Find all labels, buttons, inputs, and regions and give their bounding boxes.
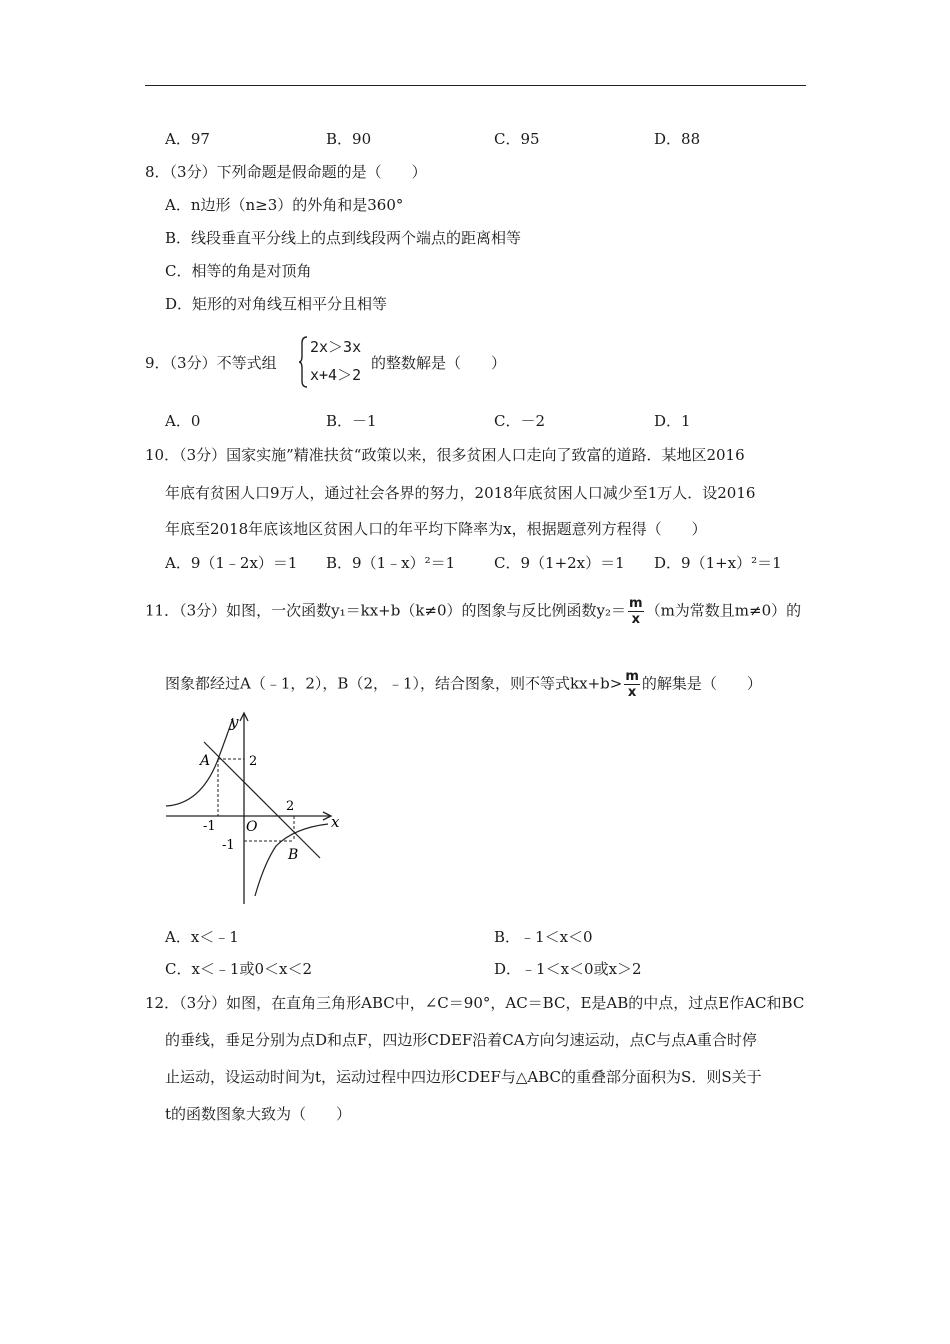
q11-option-a[interactable]: A．x＜﹣1 [165, 928, 239, 946]
brace-icon [298, 336, 308, 388]
q10-line-2: 年底有贫困人口9万人，通过社会各界的努力，2018年底贫困人口减少至1万人．设2016 [165, 484, 756, 502]
origin-label: O [246, 819, 258, 835]
tick-x-2: 2 [286, 799, 295, 814]
q9-option-a[interactable]: A．0 [165, 412, 201, 430]
fraction-m-over-x-2 [624, 669, 640, 700]
q11-line-2 [165, 669, 762, 700]
q9-stem-post: 的整数解是（ ） [371, 354, 507, 372]
fraction-numerator-2: m [625, 669, 639, 684]
tick-y-minus-1: -1 [222, 838, 235, 853]
q11-option-d[interactable]: D．﹣1＜x＜0或x＞2 [494, 960, 642, 978]
inequality-line-1: 2x＞3x [310, 338, 362, 356]
q10-option-d[interactable]: D．9（1+x）²＝1 [654, 554, 782, 572]
q12-line-3: 止运动，设运动时间为t，运动过程中四边形CDEF与△ABC的重叠部分面积为S．则S关于 [165, 1068, 762, 1086]
q10-line-1: 10．（3分）国家实施”精准扶贫“政策以来，很多贫困人口走向了致富的道路．某地区2016 [145, 446, 745, 464]
q8-option-b[interactable]: B．线段垂直平分线上的点到线段两个端点的距离相等 [165, 229, 522, 247]
q9-option-d[interactable]: D．1 [654, 412, 691, 430]
q10-option-c[interactable]: C．9（1+2x）＝1 [494, 554, 625, 572]
q9-stem-pre: 9．（3分）不等式组 [145, 354, 277, 372]
q11-line-2-pre: 图象都经过A（﹣1，2），B（2，﹣1），结合图象，则不等式kx+b> [165, 674, 623, 693]
q7-option-d[interactable]: D．88 [654, 130, 701, 148]
q10-option-b[interactable]: B．9（1﹣x）²＝1 [326, 554, 456, 572]
q12-line-1: 12．（3分）如图，在直角三角形ABC中，∠C＝90°，AC＝BC，E是AB的中点，过点E作AC和BC [145, 994, 805, 1012]
q11-line-2-post: 的解集是（ ） [641, 674, 762, 693]
function-graph [160, 708, 345, 908]
q12-line-4: t的函数图象大致为（ ） [165, 1105, 352, 1123]
x-axis-label: x [331, 813, 340, 831]
q8-option-a[interactable]: A．n边形（n≥3）的外角和是360° [165, 196, 404, 214]
y-axis-label: y [230, 713, 239, 731]
q11-option-c[interactable]: C．x＜﹣1或0＜x＜2 [165, 960, 313, 978]
header-rule [145, 85, 806, 86]
q10-option-a[interactable]: A．9（1﹣2x）＝1 [165, 554, 298, 572]
point-b-label: B [288, 847, 299, 863]
q11-line-1-post: （m为常数且m≠0）的 [645, 601, 802, 620]
q9-option-c[interactable]: C．－2 [494, 412, 546, 430]
point-a-label: A [200, 753, 211, 769]
q9-option-b[interactable]: B．－1 [326, 412, 377, 430]
q8-option-c[interactable]: C．相等的角是对顶角 [165, 262, 312, 280]
tick-x-minus-1: -1 [203, 819, 216, 834]
q8-stem: 8．（3分）下列命题是假命题的是（ ） [145, 163, 427, 181]
inequality-line-2: x+4＞2 [310, 366, 362, 384]
q11-option-b[interactable]: B．﹣1＜x＜0 [494, 928, 593, 946]
q7-option-a[interactable]: A．97 [165, 130, 210, 148]
q8-option-d[interactable]: D．矩形的对角线互相平分且相等 [165, 295, 388, 313]
q11-line-1-pre: 11．（3分）如图，一次函数y₁＝kx+b（k≠0）的图象与反比例函数y₂＝ [145, 601, 627, 620]
fraction-numerator: m [629, 596, 643, 611]
q10-line-3: 年底至2018年底该地区贫困人口的年平均下降率为x，根据题意列方程得（ ） [165, 520, 707, 538]
fraction-denominator-2: x [627, 685, 637, 700]
inequality-system [298, 336, 378, 392]
q12-line-2: 的垂线，垂足分别为点D和点F，四边形CDEF沿着CA方向匀速运动，点C与点A重合时停 [165, 1031, 757, 1049]
tick-y-2: 2 [249, 754, 258, 769]
fraction-denominator: x [631, 612, 640, 627]
q7-option-b[interactable]: B．90 [326, 130, 372, 148]
fraction-m-over-x [628, 596, 644, 627]
q7-option-c[interactable]: C．95 [494, 130, 540, 148]
q11-line-1 [145, 596, 801, 627]
